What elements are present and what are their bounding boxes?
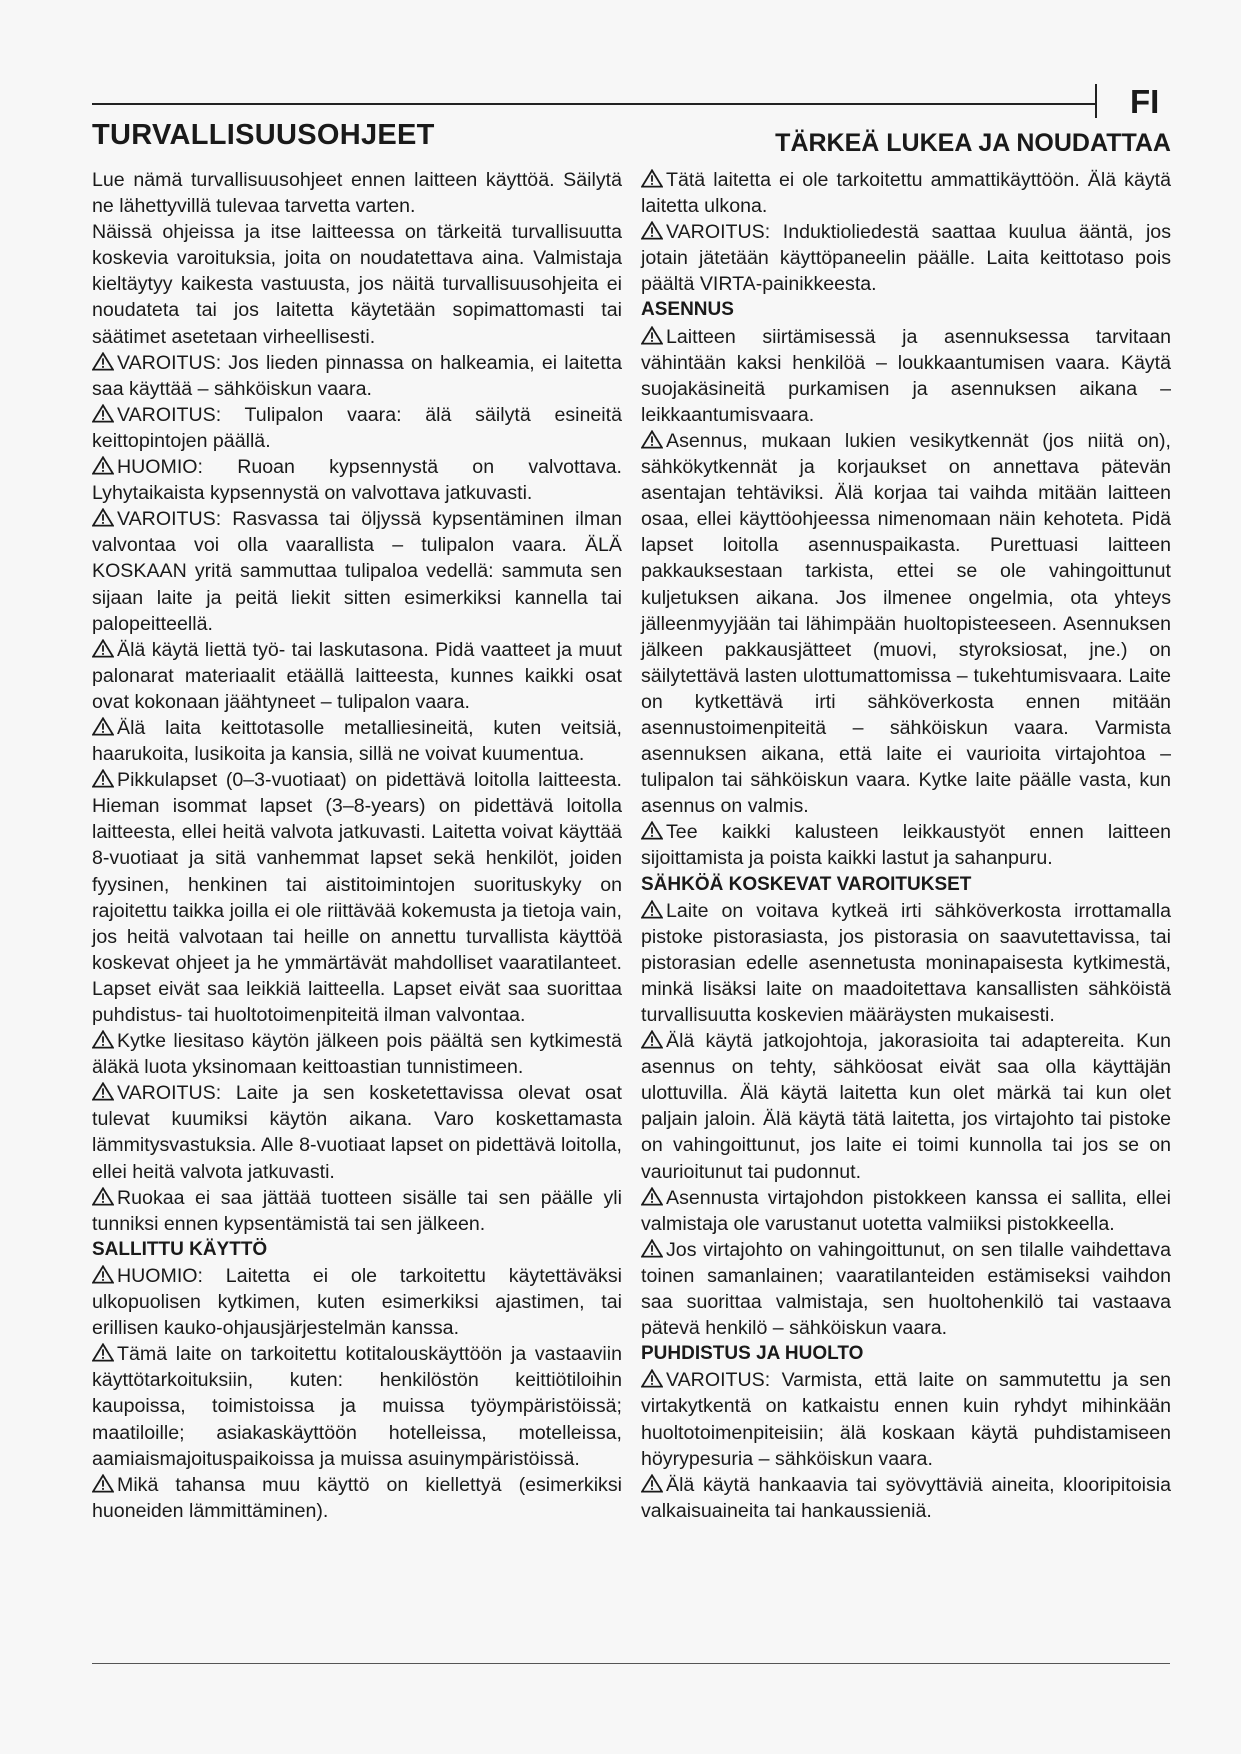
warning-text: Älä laita keittotasolle metalliesineitä, kuten veitsiä, haarukoita, lusikoita ja kansia, sillä ne voivat kuumentua.: [92, 716, 622, 766]
warning-icon: [641, 326, 663, 345]
warning-text: Tämä laite on tarkoitettu kotitalouskäyttöön ja vastaaviin käyttötarkoituksiin, kuten: henkilöstön keittiötiloihin kaupoissa, toimistoissa ja muissa työympäristöissä; maatiloille; asiakaskäyttöön hotelleissa, motelleissa, aamiaismajoituspaikoissa ja muissa asuinympäristöissä.: [92, 1343, 622, 1470]
warning-text: Asennus, mukaan lukien vesikytkennät (jos niitä on), sähkökytkennät ja korjaukset on annettava pätevän asentajan tehtäviksi. Älä korjaa tai vaihda mitään laitteen osaa, ellei käyttöohjeessa nimenomaan näin kehoteta. Pidä lapset loitolla asennuspaikasta. Purettuasi laitteen pakkauksestaan tarkista, ettei se ole vahingoittunut kuljetuksen aikana. Jos ilmenee ongelmia, ota yhteys jälleenmyyjään tai lähimpään huoltopisteeseen. Asennuksen jälkeen pakkausjätteet (muovi, styroksiosat, jne.) on säilytettävä lasten ulottumattomissa – tukehtumisvaara. Laite on kytkettävä irti sähköverkosta ennen mitään asennustoimenpiteitä – sähköiskun vaara. Varmista asennuksen aikana, että laite ei vaurioita virtajohtoa – tulipalon tai sähköiskun vaara. Kytke laite päälle vasta, kun asennus on valmis.: [641, 429, 1171, 818]
warning-paragraph: [641, 1237, 1171, 1341]
warning-icon: [641, 221, 663, 240]
warning-text: Älä käytä jatkojohtoja, jakorasioita tai adaptereita. Kun asennus on tehty, sähköosat eivät saa olla käyttäjän ulottuvilla. Älä käytä laitetta kun olet märkä tai kun olet paljain jaloin. Älä käytä tätä laitetta, jos virtajohto tai pistoke on vahingoittunut, jos laite ei toimi kunnolla tai jos se on vaurioitunut tai pudonnut.: [641, 1030, 1171, 1183]
warning-paragraph: [641, 1472, 1171, 1524]
language-code: FI: [1130, 83, 1160, 120]
warning-icon: [92, 1030, 114, 1049]
warning-text: Laite on voitava kytkeä irti sähköverkosta irrottamalla pistoke pistorasiasta, jos pistorasia on saavutettavissa, tai pistorasian edelle asennetusta moninapaisesta kytkimestä, minkä lisäksi laite on maadoitettava kansallisten sähköistä turvallisuutta koskevien määräysten mukaisesti.: [641, 899, 1171, 1026]
warning-paragraph: [92, 1263, 622, 1341]
warning-text: Kytke liesitaso käytön jälkeen pois päältä sen kytkimestä äläkä luota yksinomaan keittoastian tunnistimeen.: [92, 1030, 622, 1079]
warning-text: Tätä laitetta ei ole tarkoitettu ammattikäyttöön. Älä käytä laitetta ulkona.: [641, 169, 1171, 218]
warning-icon: [92, 1187, 114, 1206]
warning-paragraph: [641, 1367, 1171, 1471]
header-tick: [1095, 84, 1097, 118]
warning-icon: [641, 430, 663, 449]
warning-icon: [92, 717, 114, 736]
warning-text: HUOMIO: Laitetta ei ole tarkoitettu käytettäväksi ulkopuolisen kytkimen, kuten esimerkiksi ajastimen, tai erillisen kauko-ohjausjärjestelmän kanssa.: [92, 1264, 622, 1340]
warning-icon: [92, 456, 114, 475]
warning-icon: [641, 1239, 663, 1258]
left-column: [92, 167, 622, 1524]
warning-text: VAROITUS: Rasvassa tai öljyssä kypsentäminen ilman valvontaa voi olla vaarallista – tulipalon vaara. ÄLÄ KOSKAAN yritä sammuttaa tulipaloa vedellä: sammuta sen sijaan laite ja peitä liekit sitten esimerkiksi kannella tai palopeitteellä.: [92, 508, 622, 635]
intro-paragraph: Näissä ohjeissa ja itse laitteessa on tärkeitä turvallisuutta koskevia varoituksia, joita on noudatettava aina. Valmistaja kieltäytyy kaikesta vastuusta, jos näitä turvallisuusohjeita ei noudateta tai jos laitetta käytetään sopimattomasti tai säätimet asetetaan virheellisesti.: [92, 221, 622, 348]
warning-paragraph: [641, 219, 1171, 297]
warning-paragraph: [641, 898, 1171, 1028]
warning-text: VAROITUS: Jos lieden pinnassa on halkeamia, ei laitetta saa käyttää – sähköiskun vaara.: [92, 351, 622, 400]
page-title: TURVALLISUUSOHJEET: [92, 119, 435, 151]
warning-paragraph: [92, 1028, 622, 1080]
section-heading: PUHDISTUS JA HUOLTO: [641, 1343, 864, 1365]
page-subtitle: TÄRKEÄ LUKEA JA NOUDATTAA: [775, 129, 1171, 157]
warning-paragraph: [92, 454, 622, 506]
warning-icon: [641, 1030, 663, 1049]
warning-paragraph: [92, 402, 622, 454]
section-heading: SALLITTU KÄYTTÖ: [92, 1238, 268, 1260]
warning-icon: [92, 1265, 114, 1284]
warning-paragraph: [641, 324, 1171, 428]
warning-paragraph: [641, 1185, 1171, 1237]
warning-paragraph: [92, 1341, 622, 1471]
warning-icon: [641, 900, 663, 919]
warning-paragraph: [92, 1080, 622, 1184]
warning-text: Laitteen siirtämisessä ja asennuksessa tarvitaan vähintään kaksi henkilöä – loukkaantumisen vaara. Käytä suojakäsineitä purkamisen ja asennuksen aikana – leikkaantumisvaara.: [641, 325, 1171, 426]
warning-text: Älä käytä hankaavia tai syövyttäviä aineita, klooripitoisia valkaisuaineita tai hankaussieniä.: [641, 1473, 1171, 1522]
warning-icon: [92, 404, 114, 423]
warning-icon: [92, 1343, 114, 1362]
warning-icon: [92, 639, 114, 658]
warning-icon: [92, 1474, 114, 1493]
top-rule: [92, 103, 1096, 105]
warning-paragraph: [92, 767, 622, 1028]
section-heading: SÄHKÖÄ KOSKEVAT VAROITUKSET: [641, 873, 972, 895]
warning-paragraph: [92, 1472, 622, 1524]
warning-paragraph: [641, 167, 1171, 219]
warning-paragraph: [641, 819, 1171, 871]
warning-text: Asennusta virtajohdon pistokkeen kanssa ei sallita, ellei valmistaja ole varustanut uotetta valmiiksi pistokkeella.: [641, 1186, 1171, 1235]
warning-paragraph: [92, 637, 622, 715]
warning-text: Jos virtajohto on vahingoittunut, on sen tilalle vaihdettava toinen samanlainen; vaaratilanteiden estämiseksi vaihdon saa suorittaa valmistaja, sen huoltohenkilö tai vastaava pätevä henkilö – sähköiskun vaara.: [641, 1238, 1171, 1340]
warning-text: HUOMIO: Ruoan kypsennystä on valvottava. Lyhytaikaista kypsennystä on valvottava jatkuvasti.: [92, 456, 622, 505]
warning-icon: [92, 508, 114, 527]
warning-paragraph: [641, 1028, 1171, 1185]
warning-text: VAROITUS: Tulipalon vaara: älä säilytä esineitä keittopintojen päällä.: [92, 403, 622, 452]
warning-text: Älä käytä liettä työ- tai laskutasona. Pidä vaatteet ja muut palonarat materiaalit etäällä laitteesta, kunnes kaikki osat ovat kokonaan jäähtyneet – tulipalon vaara.: [92, 638, 622, 713]
warning-paragraph: [92, 1185, 622, 1237]
warning-text: VAROITUS: Laite ja sen kosketettavissa olevat osat tulevat kuumiksi käytön aikana. Varo koskettamasta lämmitysvastuksia. Alle 8-vuotiaat lapset on pidettävä loitolla, ellei heitä valvota jatkuvasti.: [92, 1082, 622, 1183]
warning-text: Mikä tahansa muu käyttö on kiellettyä (esimerkiksi huoneiden lämmittäminen).: [92, 1473, 622, 1522]
intro-paragraph: Lue nämä turvallisuusohjeet ennen laitteen käyttöä. Säilytä ne lähettyvillä tulevaa tarvetta varten.: [92, 169, 622, 218]
warning-text: VAROITUS: Varmista, että laite on sammutettu ja sen virtakytkentä on katkaistu ennen kuin ryhdyt mihinkään huoltotoimenpiteisiin; älä koskaan käytä puhdistamiseen höyrypesuria – sähköiskun vaara.: [641, 1369, 1171, 1470]
warning-text: Ruokaa ei saa jättää tuotteen sisälle tai sen päälle yli tunniksi ennen kypsentämistä tai sen jälkeen.: [92, 1186, 622, 1235]
section-heading: ASENNUS: [641, 299, 734, 321]
warning-icon: [641, 1187, 663, 1206]
warning-icon: [641, 169, 663, 188]
warning-text: Pikkulapset (0–3-vuotiaat) on pidettävä loitolla laitteesta. Hieman isommat lapset (3–8-years) on pidettävä loitolla laitteesta, ellei heitä valvota jatkuvasti. Laitetta voivat käyttää 8-vuotiaat ja sitä vanhemmat lapset sekä henkilöt, joiden fyysinen, henkinen tai aistitoimintojen suorituskyky on rajoitettu taikka joilla ei ole riittävää kokemusta ja tietoja vain, jos heitä valvotaan tai heille on annettu turvallista käyttöä koskevat ohjeet ja he ymmärtävät mahdolliset vaaratilanteet. Lapset eivät saa leikkiä laitteella. Lapset eivät saa suorittaa puhdistus- tai huoltotoimenpiteitä ilman valvontaa.: [92, 769, 622, 1026]
warning-paragraph: [641, 428, 1171, 819]
bottom-rule: [92, 1663, 1170, 1664]
warning-icon: [641, 1369, 663, 1388]
warning-icon: [641, 1474, 663, 1493]
right-column: [641, 167, 1171, 1524]
warning-text: Tee kaikki kalusteen leikkaustyöt ennen laitteen sijoittamista ja poista kaikki lastut ja sahanpuru.: [641, 821, 1171, 870]
warning-paragraph: [92, 506, 622, 636]
warning-paragraph: [92, 715, 622, 767]
warning-icon: [641, 821, 663, 840]
warning-icon: [92, 769, 114, 788]
warning-icon: [92, 1082, 114, 1101]
warning-icon: [92, 352, 114, 371]
warning-text: VAROITUS: Induktioliedestä saattaa kuulua ääntä, jos jotain jätetään käyttöpaneelin päälle. Laita keittotaso pois päältä VIRTA-painikkeesta.: [641, 221, 1171, 296]
warning-paragraph: [92, 350, 622, 402]
